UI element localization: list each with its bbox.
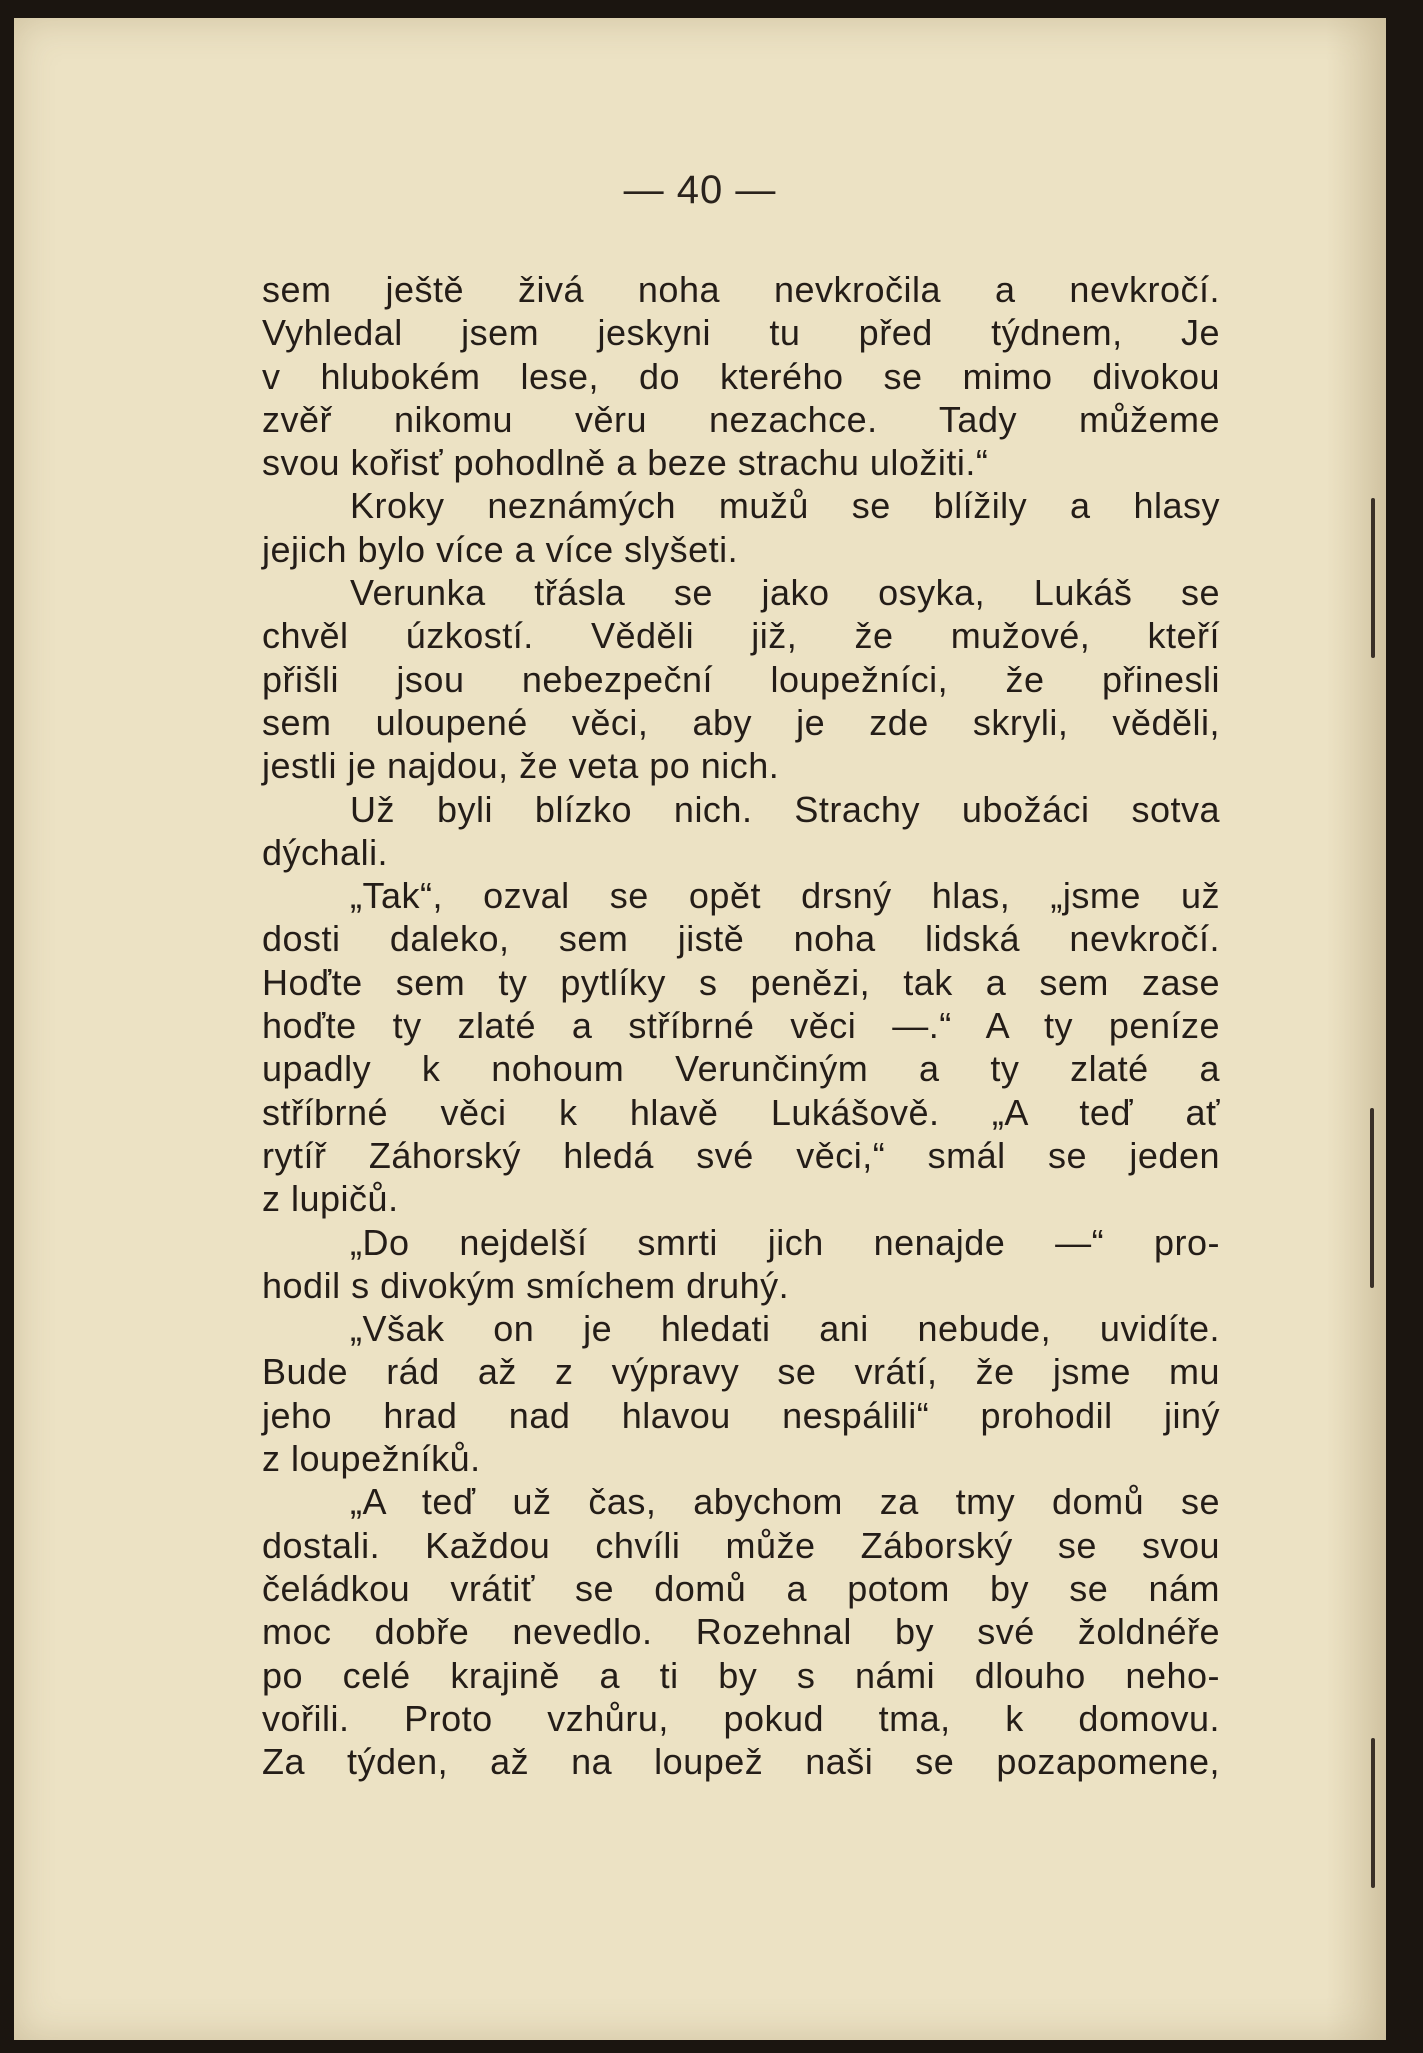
text-line: rytíř Záhorský hledá své věci,“ smál se jeden	[262, 1134, 1220, 1176]
page-number: — 40 —	[623, 168, 777, 212]
text-line: Už byli blízko nich. Strachy ubožáci sotva	[350, 788, 1220, 830]
binding-mark	[1370, 1108, 1374, 1288]
text-line: dýchali.	[262, 831, 389, 873]
page-edge-shading	[1326, 18, 1386, 2040]
text-line: jeho hrad nad hlavou nespálili“ prohodil jiný	[262, 1394, 1220, 1436]
text-line: Kroky neznámých mužů se blížily a hlasy	[350, 485, 1220, 527]
text-line: hodil s divokým smíchem druhý.	[262, 1264, 790, 1306]
text-line: zvěř nikomu věru nezachce. Tady můžeme	[262, 398, 1220, 440]
text-line: v hlubokém lese, do kterého se mimo divokou	[262, 355, 1220, 397]
text-line: Verunka třásla se jako osyka, Lukáš se	[350, 572, 1220, 614]
text-line: Bude rád až z výpravy se vrátí, že jsme mu	[262, 1351, 1220, 1393]
text-line: jestli je najdou, že veta po nich.	[262, 745, 780, 787]
text-line: z loupežníků.	[262, 1438, 481, 1480]
text-line: přišli jsou nebezpeční loupežníci, že přinesli	[262, 658, 1220, 700]
text-line: hoďte ty zlaté a stříbrné věci —.“ A ty peníze	[262, 1005, 1220, 1047]
book-page	[14, 18, 1386, 2040]
binding-mark	[1371, 498, 1375, 658]
text-line: „Však on je hledati ani nebude, uvidíte.	[350, 1308, 1220, 1350]
text-line: stříbrné věci k hlavě Lukášově. „A teď ať	[262, 1091, 1220, 1133]
binding-mark	[1371, 1738, 1375, 1888]
text-line: Vyhledal jsem jeskyni tu před týdnem, Je	[262, 312, 1220, 354]
text-line: svou kořisť pohodlně a beze strachu uložiti.“	[262, 442, 989, 484]
body-text	[262, 268, 1220, 1783]
text-line: moc dobře nevedlo. Rozehnal by své žoldnéře	[262, 1611, 1220, 1653]
text-line: Hoďte sem ty pytlíky s penězi, tak a sem zase	[262, 961, 1220, 1003]
text-line: dostali. Každou chvíli může Záborský se svou	[262, 1524, 1220, 1566]
text-line: dosti daleko, sem jistě noha lidská nevkročí.	[262, 918, 1220, 960]
text-line: čeládkou vrátiť se domů a potom by se nám	[262, 1567, 1220, 1609]
text-line: chvěl úzkostí. Věděli již, že mužové, kteří	[262, 615, 1220, 657]
text-line: vořili. Proto vzhůru, pokud tma, k domovu.	[262, 1697, 1220, 1739]
text-line: „Do nejdelší smrti jich nenajde —“ pro-	[350, 1221, 1220, 1263]
text-line: sem uloupené věci, aby je zde skryli, věděli,	[262, 701, 1220, 743]
text-line: „Tak“, ozval se opět drsný hlas, „jsme už	[350, 875, 1220, 917]
text-line: jejich bylo více a více slyšeti.	[262, 528, 739, 570]
text-line: z lupičů.	[262, 1178, 399, 1220]
text-line: Za týden, až na loupež naši se pozapomene,	[262, 1741, 1220, 1783]
text-line: sem ještě živá noha nevkročila a nevkročí.	[262, 269, 1220, 310]
text-line: „A teď už čas, abychom za tmy domů se	[350, 1481, 1220, 1523]
text-line: po celé krajině a ti by s námi dlouho neho-	[262, 1654, 1220, 1696]
text-line: upadly k nohoum Verunčiným a ty zlaté a	[262, 1048, 1220, 1090]
